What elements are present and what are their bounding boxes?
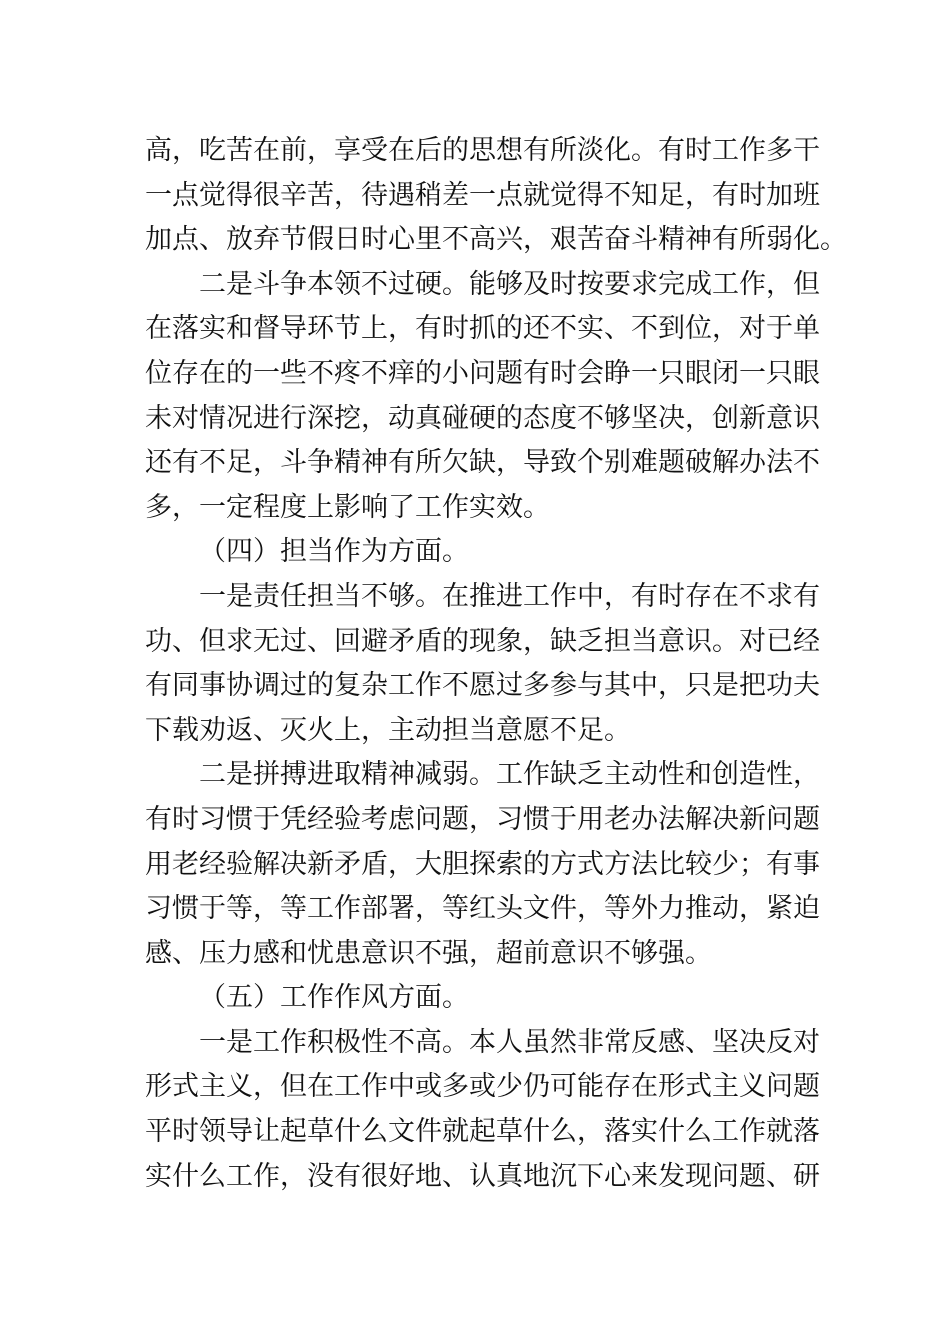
paragraph-start-line: 二是拼搏进取精神减弱。工作缺乏主动性和创造性， xyxy=(199,759,820,791)
text-line: 加点、放弃节假日时心里不高兴，艰苦奋斗精神有所弱化。 xyxy=(145,224,847,256)
text-line: 习惯于等，等工作部署，等红头文件，等外力推动，紧迫 xyxy=(145,893,820,925)
text-line: 未对情况进行深挖，动真碰硬的态度不够坚决，创新意识 xyxy=(145,402,820,434)
text-line: 多，一定程度上影响了工作实效。 xyxy=(145,491,550,523)
section-heading: （四）担当作为方面。 xyxy=(199,536,469,568)
text-line: 功、但求无过、回避矛盾的现象，缺乏担当意识。对已经 xyxy=(145,625,820,657)
text-line: 下载劝返、灭火上，主动担当意愿不足。 xyxy=(145,714,631,746)
text-line: 实什么工作，没有很好地、认真地沉下心来发现问题、研 xyxy=(145,1160,820,1192)
text-line: 形式主义，但在工作中或多或少仍可能存在形式主义问题 xyxy=(145,1071,820,1103)
document-body xyxy=(145,129,847,1199)
text-line: 在落实和督导环节上，有时抓的还不实、不到位，对于单 xyxy=(145,313,820,345)
section-heading: （五）工作作风方面。 xyxy=(199,982,469,1014)
text-line: 用老经验解决新矛盾，大胆探索的方式方法比较少；有事 xyxy=(145,848,820,880)
paragraph-start-line: 一是责任担当不够。在推进工作中，有时存在不求有 xyxy=(199,580,820,612)
text-line: 有同事协调过的复杂工作不愿过多参与其中，只是把功夫 xyxy=(145,670,820,702)
paragraph-start-line: 二是斗争本领不过硬。能够及时按要求完成工作，但 xyxy=(199,268,820,300)
paragraph-start-line: 一是工作积极性不高。本人虽然非常反感、坚决反对 xyxy=(199,1026,820,1058)
text-line: 感、压力感和忧患意识不强，超前意识不够强。 xyxy=(145,937,712,969)
text-line: 位存在的一些不疼不痒的小问题有时会睁一只眼闭一只眼 xyxy=(145,357,820,389)
text-line: 平时领导让起草什么文件就起草什么，落实什么工作就落 xyxy=(145,1116,820,1148)
text-line: 有时习惯于凭经验考虑问题，习惯于用老办法解决新问题 xyxy=(145,803,820,835)
text-line: 高，吃苦在前，享受在后的思想有所淡化。有时工作多干 xyxy=(145,135,820,166)
text-line: 一点觉得很辛苦，待遇稍差一点就觉得不知足，有时加班 xyxy=(145,179,820,211)
text-line: 还有不足，斗争精神有所欠缺，导致个别难题破解办法不 xyxy=(145,447,820,479)
